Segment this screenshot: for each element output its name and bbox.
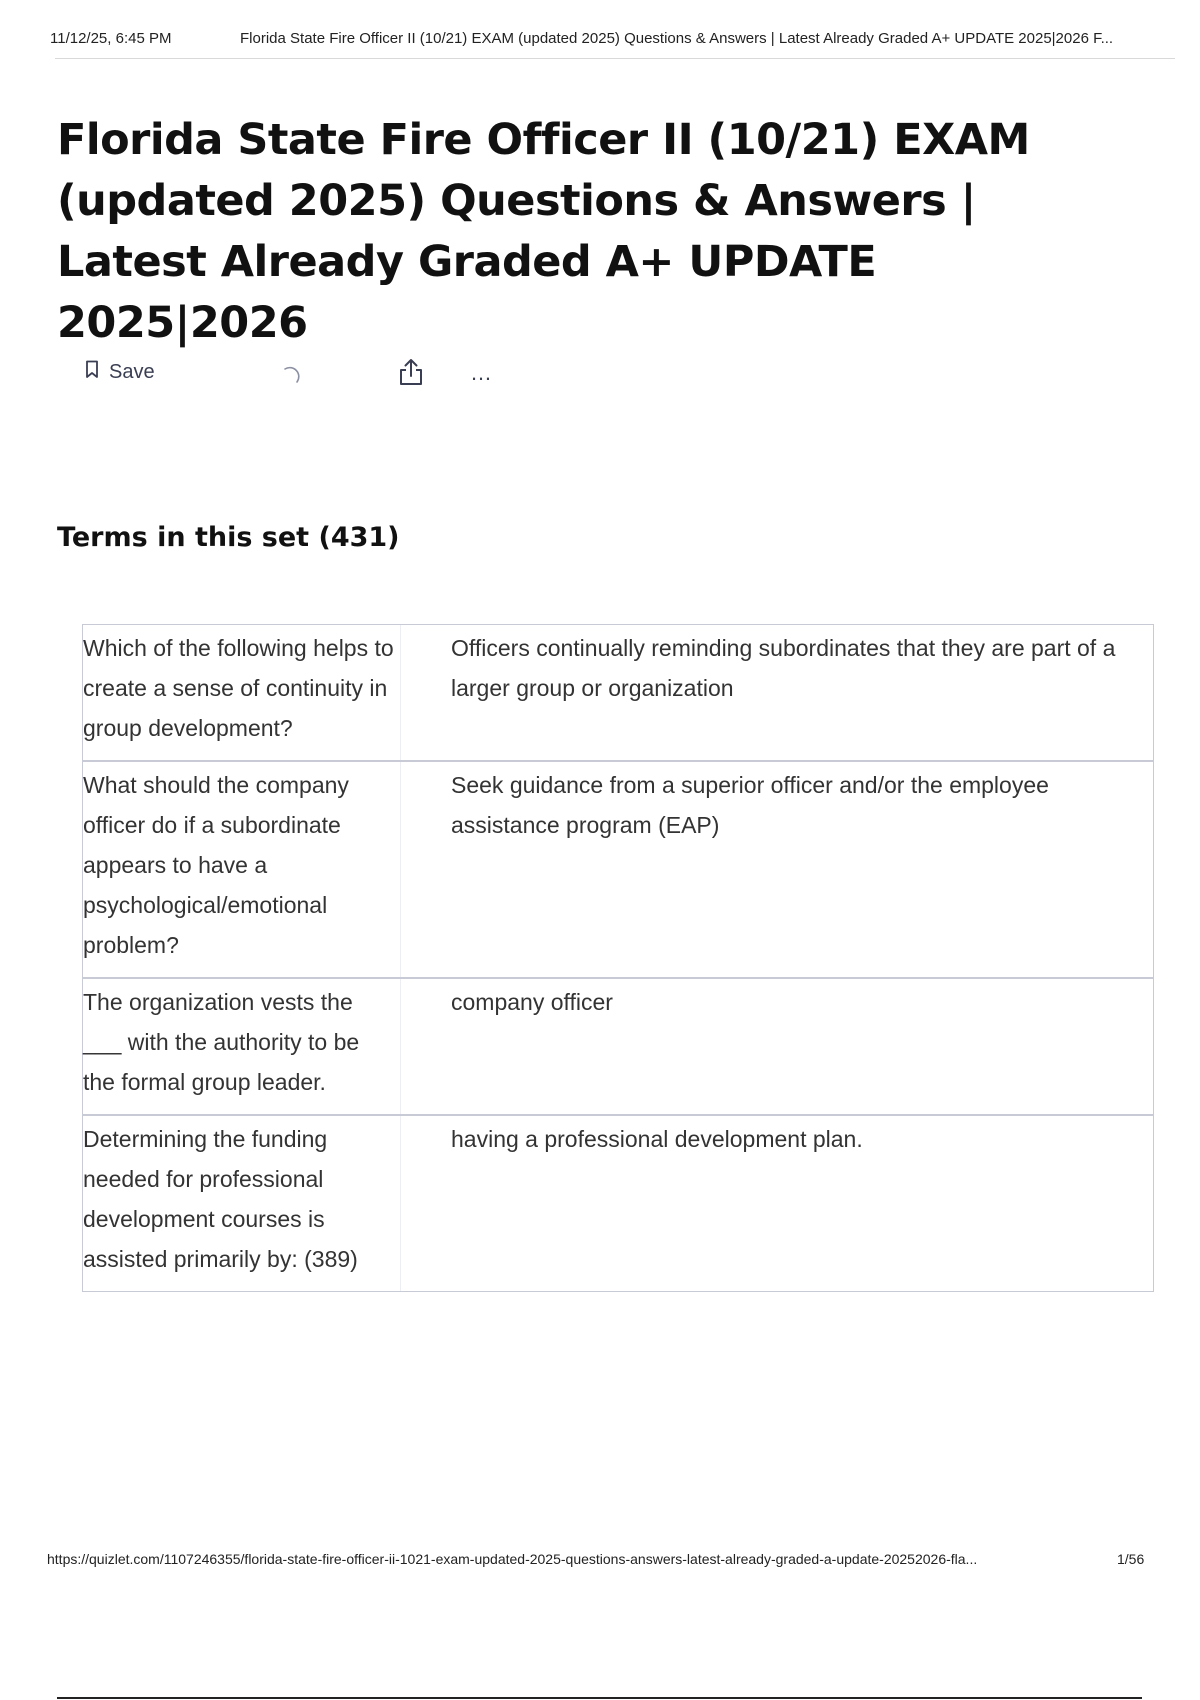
header-divider — [55, 58, 1175, 59]
share-icon[interactable] — [397, 357, 425, 392]
term-question: Determining the funding needed for professional development courses is assisted primarily by: (389) — [83, 1116, 401, 1291]
term-row — [83, 1116, 1153, 1291]
term-row — [83, 979, 1153, 1116]
print-doc-title: Florida State Fire Officer II (10/21) EXAM (updated 2025) Questions & Answers | Latest Already Graded A+ UPDATE 2025|2026 F... — [240, 30, 1114, 47]
term-answer: having a professional development plan. — [451, 1126, 863, 1152]
bottom-divider — [57, 1697, 1142, 1699]
term-question: The organization vests the ___ with the authority to be the formal group leader. — [83, 979, 401, 1114]
term-row — [83, 762, 1153, 979]
more-icon[interactable]: … — [470, 360, 493, 385]
term-row — [83, 625, 1153, 762]
terms-table — [82, 624, 1154, 1292]
term-question: Which of the following helps to create a sense of continuity in group development? — [83, 625, 401, 760]
term-answer: Officers continually reminding subordinates that they are part of a larger group or organization — [451, 635, 1116, 701]
spinner-icon — [280, 363, 304, 392]
term-question: What should the company officer do if a subordinate appears to have a psychological/emotional problem? — [83, 762, 401, 977]
page-url: https://quizlet.com/1107246355/florida-state-fire-officer-ii-1021-exam-updated-2025-questions-answers-latest-already-graded-a-update-20252026-fla... — [47, 1551, 978, 1567]
print-header — [50, 30, 1180, 47]
bookmark-icon — [85, 360, 99, 385]
page-title: Florida State Fire Officer II (10/21) EXAM (updated 2025) Questions & Answers | Latest Already Graded A+ UPDATE 2025|2026 — [57, 115, 1030, 348]
print-datetime: 11/12/25, 6:45 PM — [50, 30, 172, 47]
term-answer: company officer — [451, 989, 613, 1015]
page-indicator: 1/56 — [1117, 1551, 1145, 1567]
term-answer: Seek guidance from a superior officer and/or the employee assistance program (EAP) — [451, 772, 1049, 838]
print-footer — [47, 1551, 1187, 1567]
terms-heading: Terms in this set (431) — [57, 522, 400, 553]
save-label: Save — [109, 361, 155, 383]
save-button[interactable] — [85, 360, 155, 385]
